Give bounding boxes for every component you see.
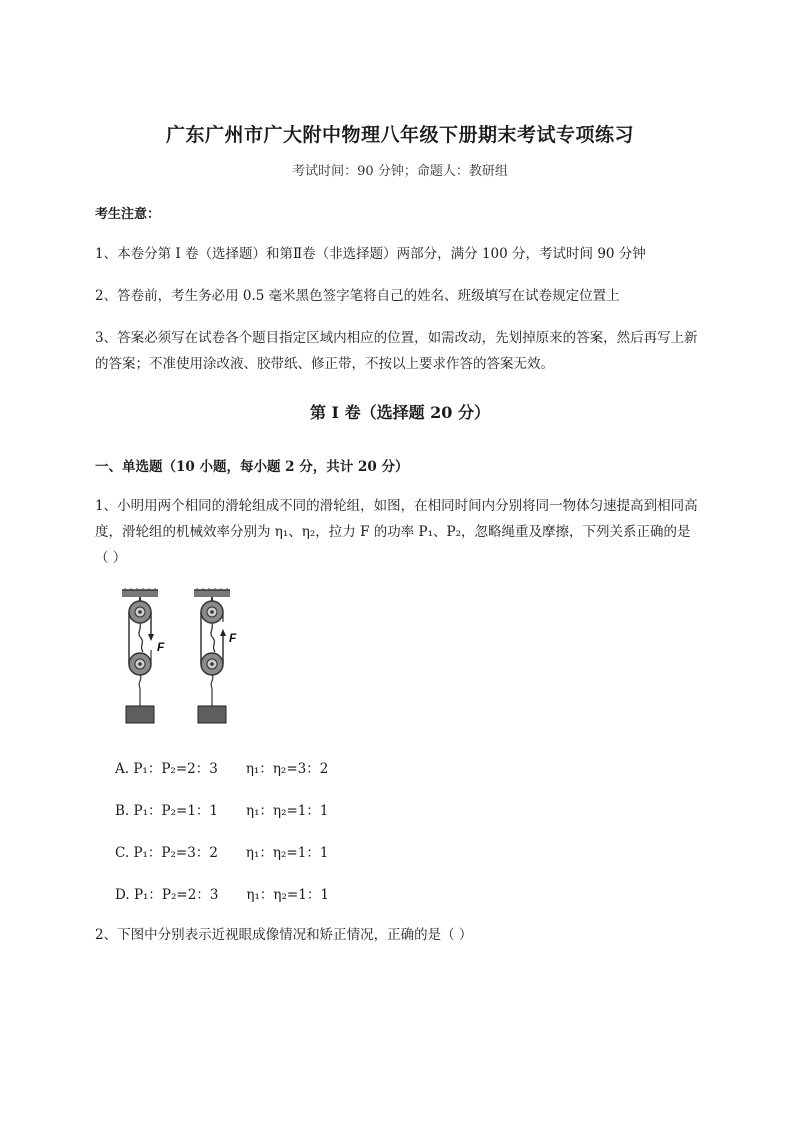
option-b-efficiency: η₁：η₂=1：1 <box>246 803 329 819</box>
option-b-power: P₁：P₂=1：1 <box>133 803 218 819</box>
left-force-arrow <box>148 634 154 641</box>
option-d[interactable] <box>115 883 329 903</box>
option-c-efficiency: η₁：η₂=1：1 <box>245 845 329 861</box>
pulley-figure <box>112 588 252 728</box>
left-weight-block <box>126 706 154 723</box>
right-pulley-system <box>194 588 237 723</box>
right-force-label: F <box>229 631 237 645</box>
exam-info: 考试时间：90 分钟；命题人：教研组 <box>292 164 508 179</box>
option-a[interactable] <box>115 757 328 777</box>
notes-heading: 考生注意： <box>95 207 161 222</box>
option-a-efficiency: η₁：η₂=3：2 <box>245 761 329 777</box>
option-c-letter: C. <box>115 845 130 861</box>
note-item-2: 2、答卷前，考生务必用 0.5 毫米黑色签字笔将自己的姓名、班级填写在试卷规定位置上 <box>95 288 620 304</box>
option-d-letter: D. <box>115 887 130 903</box>
option-c[interactable] <box>115 841 328 861</box>
left-force-label: F <box>157 640 165 654</box>
right-weight-block <box>198 706 226 723</box>
part-heading: 一、单选题（10 小题，每小题 2 分，共计 20 分） <box>95 459 409 475</box>
note-item-3-cont: 的答案；不准使用涂改液、胶带纸、修正带，不按以上要求作答的答案无效。 <box>95 356 554 372</box>
option-d-efficiency: η₁：η₂=1：1 <box>246 887 329 903</box>
note-item-3: 3、答案必须写在试卷各个题目指定区域内相应的位置，如需改动，先划掉原来的答案，然后再写上新 <box>95 330 698 346</box>
note-item-1: 1、本卷分第 I 卷（选择题）和第Ⅱ卷（非选择题）两部分，满分 100 分，考试时间 90 分钟 <box>95 246 646 262</box>
right-force-arrow <box>220 629 226 636</box>
option-a-power: P₁：P₂=2：3 <box>133 761 218 777</box>
question-2: 2、下图中分别表示近视眼成像情况和矫正情况，正确的是（ ） <box>95 927 473 943</box>
right-ceiling-bracket <box>194 590 230 597</box>
option-a-letter: A. <box>115 761 130 777</box>
option-b-letter: B. <box>115 803 130 819</box>
option-b[interactable] <box>115 799 329 819</box>
question-1-line-2: 度，滑轮组的机械效率分别为 η₁、η₂，拉力 F 的功率 P₁、P₂，忽略绳重及摩擦，下列关系正确的是 <box>95 524 691 540</box>
page-title: 广东广州市广大附中物理八年级下册期末考试专项练习 <box>165 124 634 146</box>
question-1-line-3: （ ） <box>95 550 127 566</box>
option-d-power: P₁：P₂=2：3 <box>133 887 219 903</box>
left-ceiling-bracket <box>122 590 158 597</box>
question-1-line-1: 1、小明用两个相同的滑轮组成不同的滑轮组，如图，在相同时间内分别将同一物体匀速提高到相同高 <box>95 498 698 514</box>
section-title: 第 I 卷（选择题 20 分） <box>309 403 491 422</box>
left-pulley-system <box>122 588 165 723</box>
option-c-power: P₁：P₂=3：2 <box>133 845 218 861</box>
